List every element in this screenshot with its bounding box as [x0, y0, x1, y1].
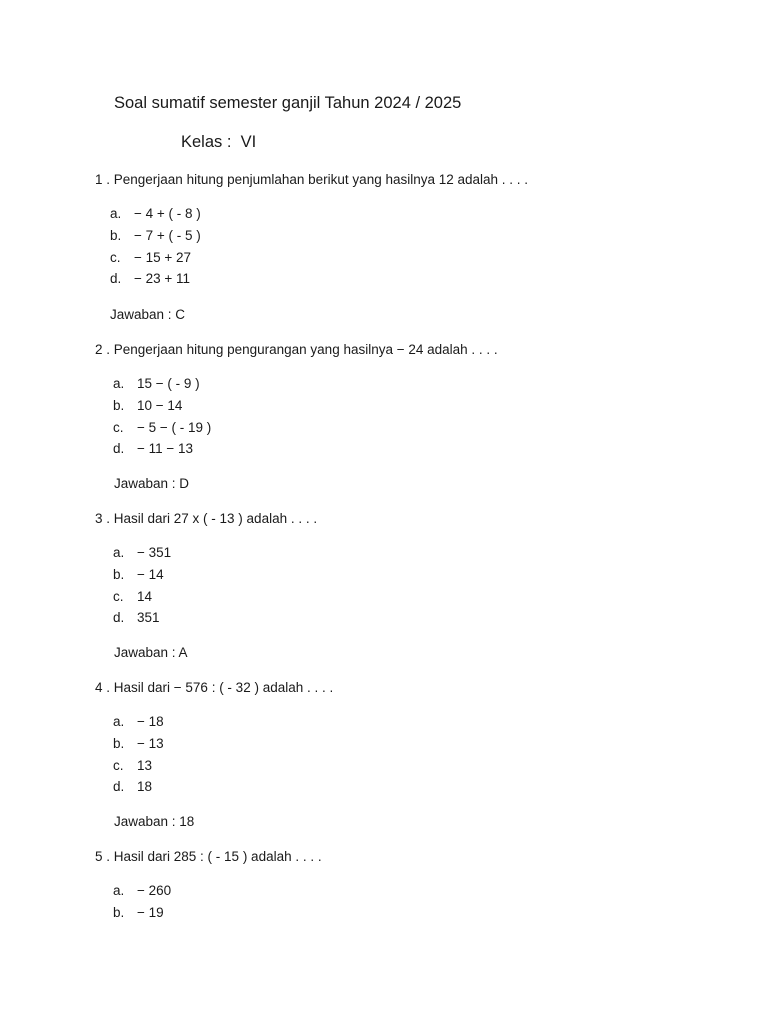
option-text: 10 − 14: [137, 397, 183, 413]
option-letter: b.: [113, 566, 125, 582]
option-text: − 14: [137, 566, 164, 582]
option-a: [113, 373, 211, 395]
option-a: [110, 203, 201, 225]
question-2-options: [113, 373, 211, 460]
option-a: [113, 880, 171, 902]
option-text: 15 − ( - 9 ): [137, 376, 200, 391]
option-b: [113, 564, 171, 586]
option-letter: a.: [113, 714, 125, 729]
option-text: − 5 − ( - 19 ): [137, 419, 212, 435]
option-d: [113, 776, 164, 798]
option-letter: b.: [110, 227, 122, 243]
option-text: − 11 − 13: [137, 441, 194, 457]
option-text: − 13: [137, 735, 164, 751]
option-letter: a.: [113, 376, 125, 391]
question-3-text: 3 . Hasil dari 27 x ( - 13 ) adalah . . . .: [95, 511, 318, 526]
option-b: [113, 733, 164, 755]
option-d: [113, 438, 211, 460]
question-4-answer: Jawaban : 18: [114, 814, 195, 829]
option-b: [110, 225, 201, 247]
question-1-answer: Jawaban : C: [110, 307, 186, 322]
option-letter: d.: [113, 779, 125, 795]
option-letter: d.: [110, 271, 122, 287]
option-text: 13: [137, 757, 153, 773]
question-5-options: [113, 880, 171, 924]
option-text: − 260: [137, 883, 172, 898]
question-4-text: 4 . Hasil dari − 576 : ( - 32 ) adalah . . . .: [95, 680, 334, 695]
option-d: [113, 607, 171, 629]
option-letter: c.: [113, 419, 124, 435]
option-letter: c.: [113, 588, 124, 604]
option-letter: b.: [113, 735, 125, 751]
question-3-answer: Jawaban : A: [114, 645, 188, 660]
option-c: [110, 247, 201, 269]
option-text: − 15 + 27: [134, 249, 192, 265]
option-b: [113, 902, 171, 924]
question-1-text: 1 . Pengerjaan hitung penjumlahan berikut yang hasilnya 12 adalah . . . .: [95, 172, 529, 187]
question-3-options: [113, 542, 171, 629]
class-label: Kelas : VI: [181, 133, 257, 151]
option-d: [110, 268, 201, 290]
question-4-options: [113, 711, 164, 798]
option-letter: a.: [113, 545, 125, 560]
option-letter: b.: [113, 397, 125, 413]
option-text: − 4 + ( - 8 ): [134, 206, 201, 221]
option-letter: a.: [113, 883, 125, 898]
option-a: [113, 542, 171, 564]
option-c: [113, 755, 164, 777]
question-2-answer: Jawaban : D: [114, 476, 190, 491]
option-text: − 19: [137, 904, 164, 920]
option-letter: c.: [113, 757, 124, 773]
option-letter: b.: [113, 904, 125, 920]
document-title: Soal sumatif semester ganjil Tahun 2024 / 2025: [114, 94, 462, 112]
option-letter: d.: [113, 441, 125, 457]
question-2-text: 2 . Pengerjaan hitung pengurangan yang hasilnya − 24 adalah . . . .: [95, 342, 498, 357]
option-letter: d.: [113, 610, 125, 626]
question-1-options: [110, 203, 201, 290]
option-text: − 18: [137, 714, 164, 729]
option-text: 18: [137, 779, 153, 795]
question-5-text: 5 . Hasil dari 285 : ( - 15 ) adalah . . . .: [95, 849, 322, 864]
option-b: [113, 395, 211, 417]
option-letter: a.: [110, 206, 122, 221]
option-c: [113, 586, 171, 608]
option-c: [113, 417, 211, 439]
option-letter: c.: [110, 249, 121, 265]
option-text: − 7 + ( - 5 ): [134, 227, 201, 243]
option-text: 351: [137, 610, 160, 626]
option-text: − 351: [137, 545, 172, 560]
option-text: − 23 + 11: [134, 271, 191, 287]
option-text: 14: [137, 588, 153, 604]
option-a: [113, 711, 164, 733]
